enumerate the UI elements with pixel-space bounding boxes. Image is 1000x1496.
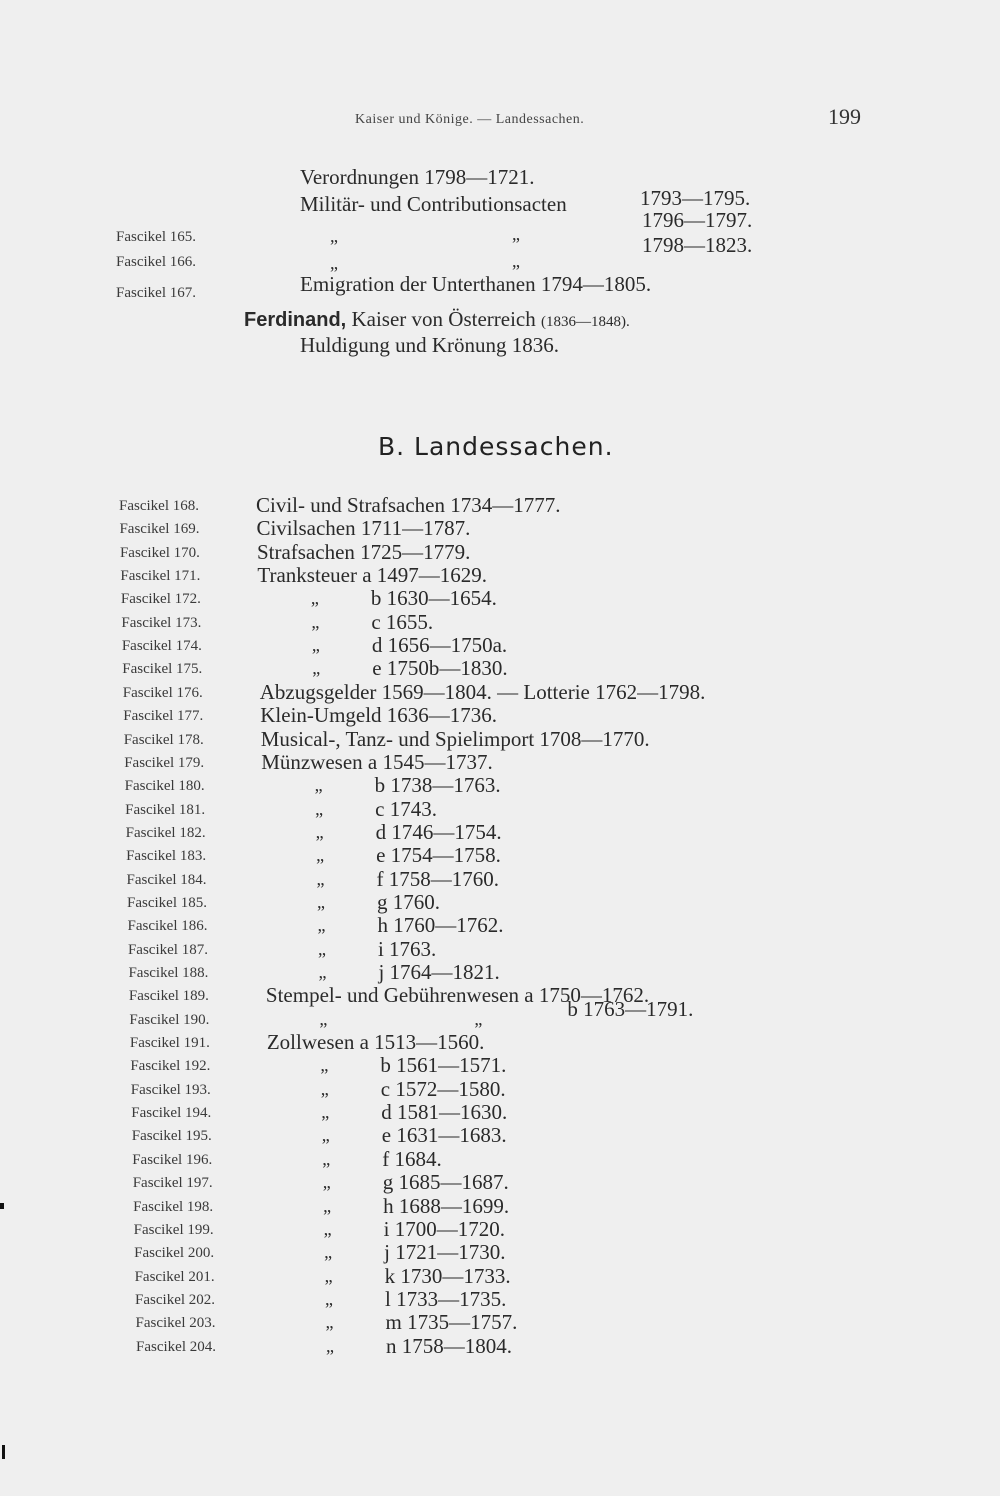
ditto-mark: „ [323,1218,332,1239]
entry-subdivision: d 1581—1630. [381,1100,508,1125]
ferdinand-years: (1836—1848). [541,314,630,330]
fascikel-label: Fascikel 200. [134,1245,215,1262]
fascikel-label: Fascikel 203. [135,1315,216,1332]
entry-subdivision: d 1746—1754. [375,819,502,844]
fascikel-label: Fascikel 192. [130,1058,211,1075]
fascikel-label: Fascikel 196. [132,1151,213,1168]
fascikel-label: Fascikel 193. [130,1081,211,1098]
ditto-mark: „ [311,635,320,656]
ditto-mark: „ [325,1312,334,1333]
fascikel-label: Fascikel 186. [127,918,208,935]
entry-subdivision: i 1700—1720. [383,1216,505,1241]
entry-subdivision: e 1754—1758. [376,843,501,868]
fascikel-label: Fascikel 191. [129,1035,210,1052]
entry-subdivision: g 1760. [377,889,441,914]
ferdinand-line [244,307,630,332]
fascikel-label: Fascikel 185. [127,894,208,911]
fascikel-label: Fascikel 201. [134,1268,215,1285]
entry-subdivision: j 1764—1821. [378,960,500,984]
entry-subdivision: c 1655. [371,609,434,634]
ditto-mark: „ [324,1242,333,1263]
margin-mark [2,1445,5,1459]
entry-subdivision: k 1730—1733. [384,1263,511,1288]
fascikel-label: Fascikel 182. [125,824,206,841]
entry-title: Zollwesen a 1513—1560. [266,1030,485,1055]
ditto-mark: „ [322,1172,331,1193]
entry-subdivision: m 1735—1757. [385,1310,518,1335]
ditto-mark: „ [512,224,520,244]
fascikel-label: Fascikel 170. [119,544,200,561]
ditto-mark: „ [321,1125,330,1146]
ditto-mark: „ [474,1008,483,1029]
ditto-mark: „ [315,821,324,842]
entry-subdivision: f 1684. [382,1146,442,1171]
entry-subdivision: j 1721—1730. [384,1240,506,1265]
ditto-mark: „ [324,1265,333,1286]
entry-subdivision: f 1758—1760. [376,866,500,891]
fascikel-label: Fascikel 174. [121,638,202,655]
fascikel-165: Fascikel 165. [116,229,196,245]
emigration-line: Emigration der Unterthanen 1794—1805. [300,272,652,296]
entry-subdivision: h 1760—1762. [377,913,504,938]
entry-title: Münzwesen a 1545—1737. [261,749,493,774]
entry-title: Musical-, Tanz- und Spielimport 1708—1770. [260,726,650,751]
fascikel-label: Fascikel 194. [131,1105,212,1122]
ditto-mark: „ [316,868,325,889]
years-1796-1797: 1796—1797. [642,208,753,232]
fascikel-label: Fascikel 180. [124,778,205,795]
entry-subdivision: b 1763—1791. [567,996,694,1021]
fascikel-label: Fascikel 171. [120,568,201,585]
fascikel-167: Fascikel 167. [116,285,196,301]
fascikel-label: Fascikel 197. [132,1175,213,1192]
ferdinand-title: Kaiser von Österreich [351,307,536,331]
entry-title: Tranksteuer a 1497—1629. [257,563,488,588]
entry-title: Abzugsgelder 1569—1804. — Lotterie 1762—1798. [259,679,706,704]
page-number: 199 [828,104,861,129]
entry-title: Stempel- und Gebührenwesen a 1750—1762. [265,983,650,1008]
fascikel-label: Fascikel 178. [123,731,204,748]
militaer-title: Militär- und Contributionsacten [300,192,567,216]
fascikel-166: Fascikel 166. [116,254,196,270]
ditto-mark: „ [315,798,324,819]
entry-subdivision: d 1656—1750a. [371,633,508,658]
fascikel-label: Fascikel 184. [126,871,207,888]
entry-title: Civil- und Strafsachen 1734—1777. [256,493,561,517]
entry-subdivision: h 1688—1699. [383,1193,510,1218]
fascikel-label: Fascikel 181. [125,801,206,818]
fascikel-label: Fascikel 190. [129,1011,210,1028]
fascikel-label: Fascikel 189. [128,988,209,1005]
ditto-mark: „ [316,845,325,866]
ditto-mark: „ [512,251,520,271]
entry-subdivision: b 1561—1571. [380,1053,507,1078]
ditto-mark: „ [330,253,338,273]
fascikel-label: Fascikel 198. [133,1198,214,1215]
ditto-mark: „ [320,1078,329,1099]
entry-title: Klein-Umgeld 1636—1736. [260,703,498,728]
fascikel-label: Fascikel 176. [122,684,203,701]
running-head: Kaiser und Könige. — Landessachen. [355,112,585,127]
entry-subdivision: e 1750b—1830. [372,656,508,681]
entry-subdivision: c 1743. [375,796,437,821]
ditto-mark: „ [321,1102,330,1123]
huldigung-line: Huldigung und Krönung 1836. [300,333,559,357]
entry-subdivision: l 1733—1735. [385,1286,507,1311]
ditto-mark: „ [330,226,338,246]
entry-subdivision: i 1763. [377,936,437,961]
militaer-years: 1793—1795. [640,186,751,210]
ditto-mark: „ [311,611,320,632]
fascikel-label: Fascikel 204. [136,1338,216,1355]
fascikel-label: Fascikel 179. [124,754,205,771]
ditto-mark: „ [325,1288,334,1309]
ditto-mark: „ [314,775,323,796]
entry-title: Strafsachen 1725—1779. [256,539,471,564]
ditto-mark: „ [317,915,326,936]
ditto-mark: „ [310,588,319,609]
entry-subdivision: g 1685—1687. [382,1170,509,1195]
years-1798-1823: 1798—1823. [642,233,753,257]
ditto-mark: „ [319,1008,328,1029]
fascikel-label: Fascikel 168. [119,498,199,514]
ditto-mark: „ [323,1195,332,1216]
fascikel-label: Fascikel 172. [120,591,201,608]
fascikel-label: Fascikel 199. [133,1221,214,1238]
fascikel-label: Fascikel 173. [121,614,202,631]
entry-subdivision: b 1738—1763. [374,773,501,798]
entry-title: Civilsachen 1711—1787. [256,516,471,541]
ditto-mark: „ [322,1148,331,1169]
entry-subdivision: c 1572—1580. [380,1076,506,1101]
section-heading: B. Landessachen. [378,432,614,461]
fascikel-label: Fascikel 195. [131,1128,212,1145]
verordnungen-line: Verordnungen 1798—1721. [300,165,535,189]
fascikel-label: Fascikel 183. [126,848,207,865]
ditto-mark: „ [326,1335,334,1356]
entry-subdivision: e 1631—1683. [381,1123,507,1148]
fascikel-label: Fascikel 175. [122,661,203,678]
fascikel-label: Fascikel 177. [123,708,204,725]
fascikel-label: Fascikel 187. [127,941,208,958]
fascikel-label: Fascikel 169. [119,521,200,538]
entry-subdivision: b 1630—1654. [370,586,497,611]
fascikel-label: Fascikel 188. [128,965,209,981]
fascikel-label: Fascikel 202. [135,1291,216,1308]
ferdinand-name: Ferdinand, [244,309,347,331]
ditto-mark: „ [318,962,327,982]
ditto-mark: „ [317,938,326,959]
margin-mark [0,1203,4,1209]
ditto-mark: „ [320,1055,329,1076]
ditto-mark: „ [317,891,326,912]
entry-subdivision: n 1758—1804. [386,1333,512,1358]
ditto-mark: „ [312,658,321,679]
